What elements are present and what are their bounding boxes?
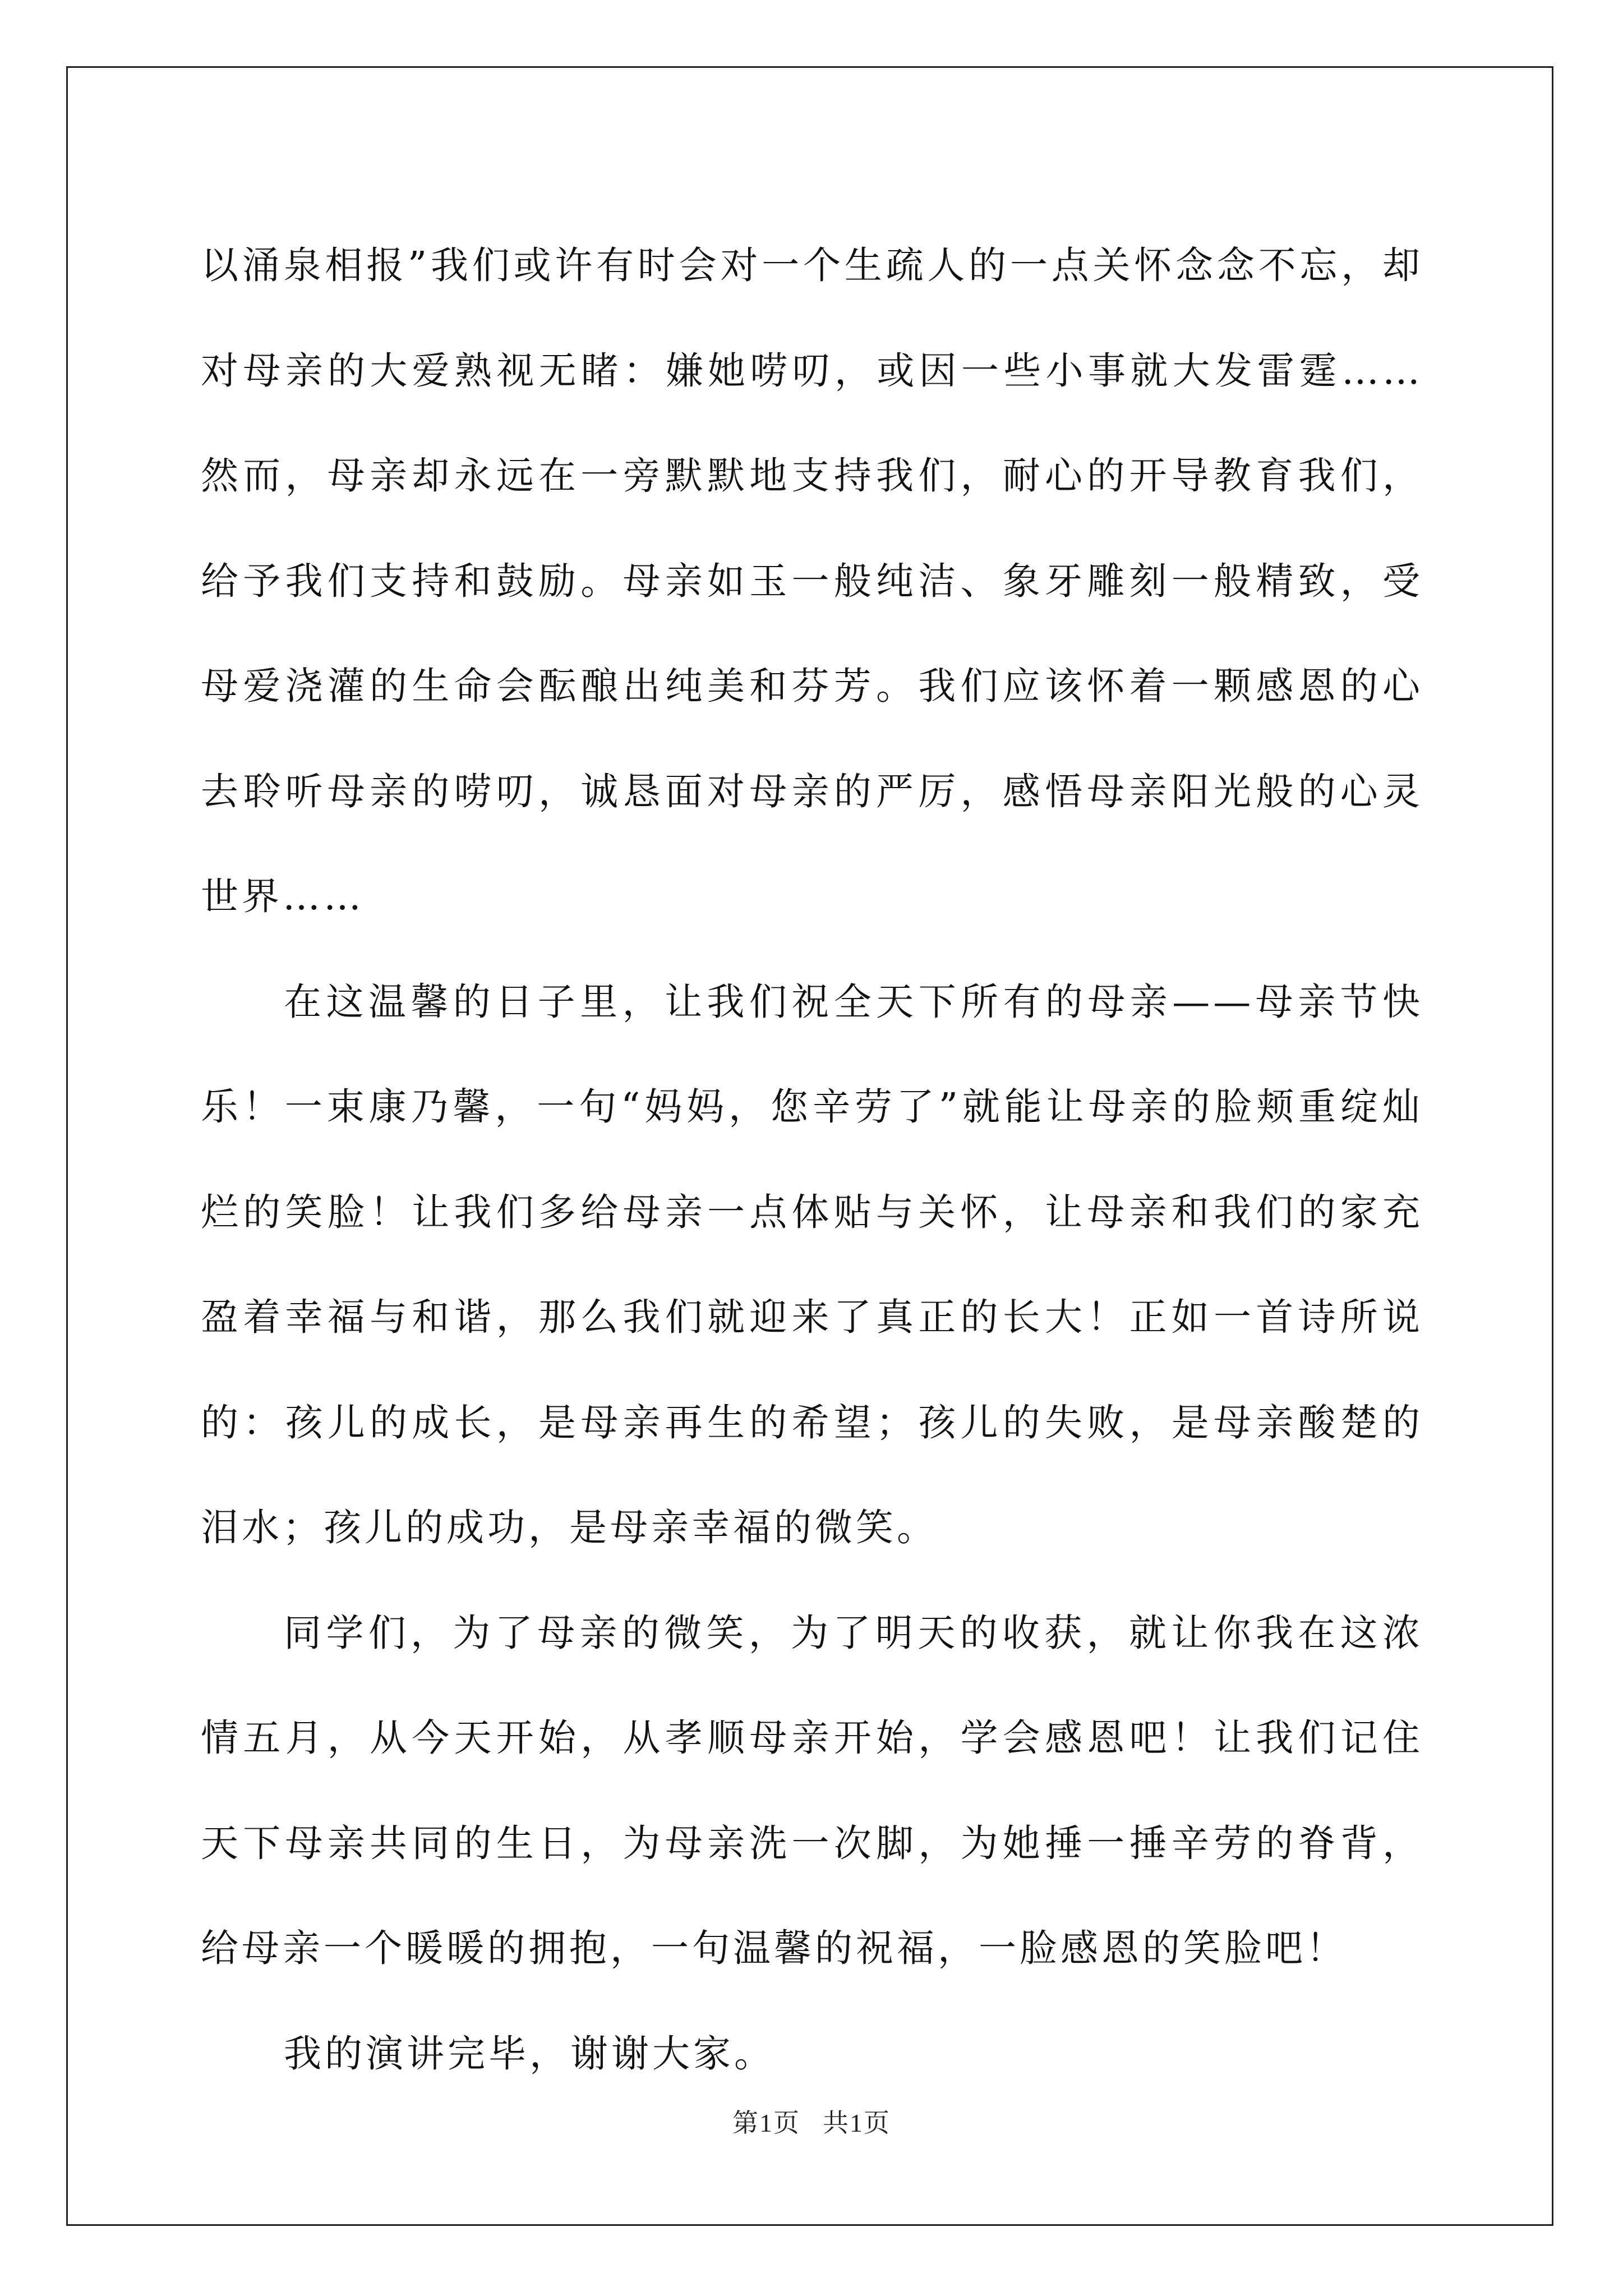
paragraph-call-to-action: 同学们，为了母亲的微笑，为了明天的收获，就让你我在这浓情五月，从今天开始，从孝顺母亲开始，学会感恩吧！让我们记住天下母亲共同的生日，为母亲洗一次脚，为她捶一捶辛劳的脊背，给母亲一个暖暖的拥抱，一句温馨的祝福，一脸感恩的笑脸吧！ (201, 1611, 1423, 1970)
paragraph-mothers-day-wishes: 在这温馨的日子里，让我们祝全天下所有的母亲——母亲节快乐！一束康乃馨，一句“妈妈，您辛劳了”就能让母亲的脸颊重绽灿烂的笑脸！让我们多给母亲一点体贴与关怀，让母亲和我们的家充盈着幸福与和谐，那么我们就迎来了真正的长大！正如一首诗所说的：孩儿的成长，是母亲再生的希望；孩儿的失败，是母亲酸楚的泪水；孩儿的成功，是母亲幸福的微笑。 (201, 979, 1423, 1549)
page-footer (0, 2102, 1623, 2139)
paragraph-continued: 以涌泉相报”我们或许有时会对一个生疏人的一点关怀念念不忘，却对母亲的大爱熟视无睹：嫌她唠叨，或因一些小事就大发雷霆……然而，母亲却永远在一旁默默地支持我们，耐心的开导教育我们，给予我们支持和鼓励。母亲如玉一般纯洁、象牙雕刻一般精致，受母爱浇灌的生命会酝酿出纯美和芬芳。我们应该怀着一颗感恩的心去聆听母亲的唠叨，诚恳面对母亲的严厉，感悟母亲阳光般的心灵世界…… (201, 243, 1423, 918)
page-number-total: 共1页 (823, 2109, 891, 2137)
page-number-current: 第1页 (732, 2109, 800, 2137)
paragraph-closing: 我的演讲完毕，谢谢大家。 (284, 2031, 775, 2076)
document-body (201, 213, 1423, 2106)
